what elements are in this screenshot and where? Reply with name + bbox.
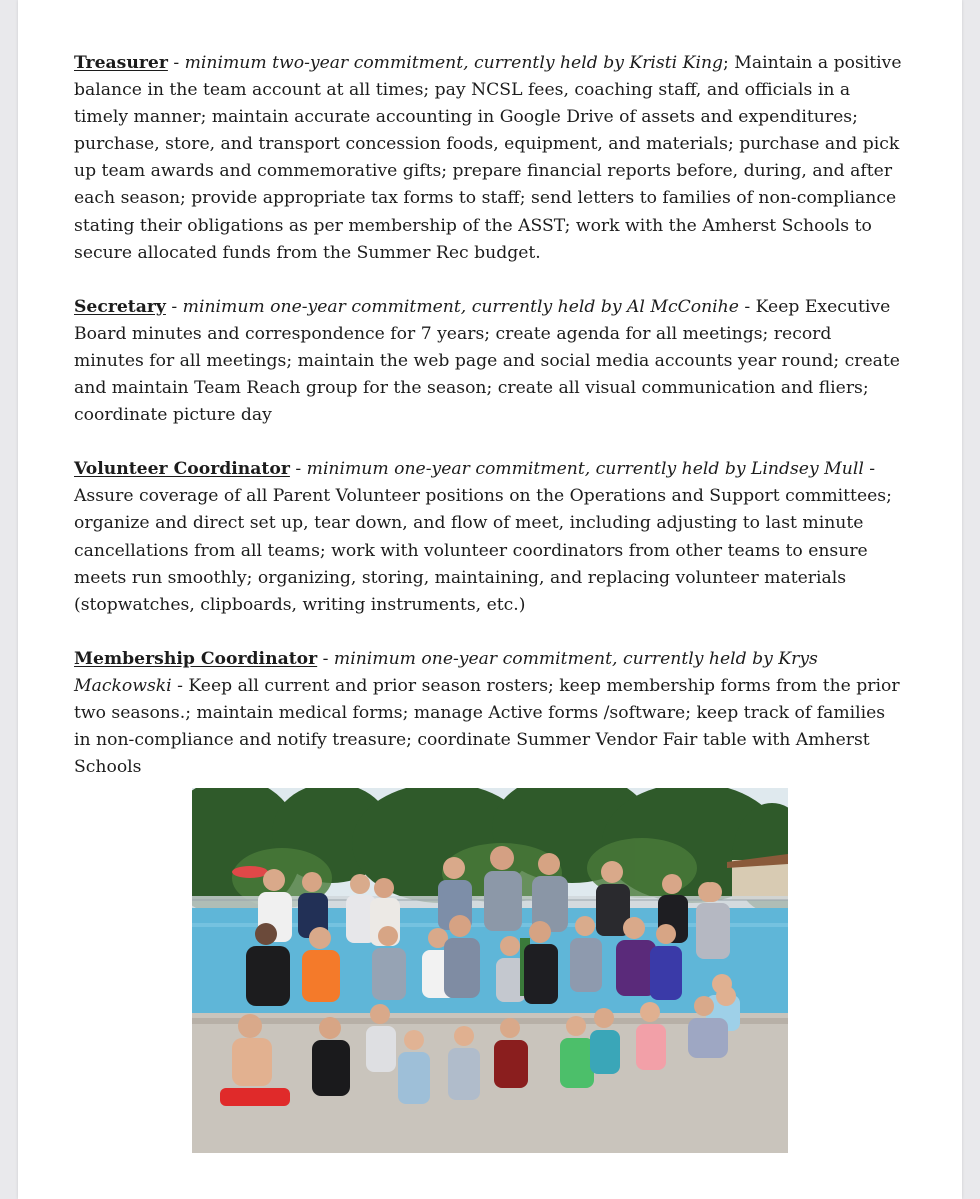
team-photo-illustration (192, 788, 788, 1153)
role-title: Treasurer (74, 53, 168, 73)
separator: - (167, 53, 185, 73)
section-treasurer (74, 50, 904, 267)
separator: - (738, 296, 756, 317)
role-duties: Assure coverage of all Parent Volunteer positions on the Operations and Support committees; organize and direct set up, tear down, and flow of meet, including adjusting to last minute cancellations from all teams; work with volunteer coordinators from other teams to ensure meets run smoothly; organizing, storing, maintaining, and replacing volunteer materials (stopwatches, clipboards, writing instruments, etc.) (74, 486, 892, 615)
separator: - (289, 459, 307, 480)
document-body (74, 50, 904, 781)
role-duties: Maintain a positive balance in the team account at all times; pay NCSL fees, coaching staff, and officials in a timely manner; maintain accurate accounting in Google Drive of assets and expenditures; purchase, store, and transport concession foods, equipment, and materials; purchase and pick up team awards and commemorative gifts; prepare financial reports before, during, and after each season; provide appropriate tax forms to staff; send letters to families of non-compliance stating their obligations as per membership of the ASST; work with the Amherst Schools to secure allocated funds from the Summer Rec budget. (74, 53, 902, 263)
role-commitment: minimum one-year commitment, currently held by Al McConihe (182, 296, 739, 317)
document-page (18, 0, 962, 1199)
section-volunteer-coordinator (74, 456, 904, 619)
role-commitment: minimum one-year commitment, currently held by Lindsey Mull (306, 459, 864, 480)
role-commitment: minimum two-year commitment, currently held by Kristi King (184, 53, 724, 73)
role-title: Secretary (74, 296, 166, 317)
section-secretary (74, 294, 904, 429)
role-title: Volunteer Coordinator (74, 459, 290, 480)
separator: - (317, 648, 334, 669)
separator: - (165, 296, 183, 317)
separator: ; (723, 53, 735, 73)
role-duties: Keep all current and prior season rosters; keep membership forms from the prior two seasons.; maintain medical forms; manage Active forms /software; keep track of families in non-compliance and notify treasure; coordinate Summer Vendor Fair table with Amherst Schools (74, 675, 900, 778)
section-membership-coordinator (74, 646, 904, 781)
separator: - (171, 675, 189, 696)
role-title: Membership Coordinator (74, 648, 318, 669)
role-duties: Keep Executive Board minutes and correspondence for 7 years; create agenda for all meetings; record minutes for all meetings; maintain the web page and social media accounts year round; create and maintain Team Reach group for the season; create all visual communication and fliers; coordinate picture day (74, 296, 900, 426)
team-group-photo (192, 788, 788, 1153)
role-commitment: minimum one-year commitment, currently held by Krys Mackowski (74, 648, 818, 696)
separator: - (863, 459, 876, 480)
